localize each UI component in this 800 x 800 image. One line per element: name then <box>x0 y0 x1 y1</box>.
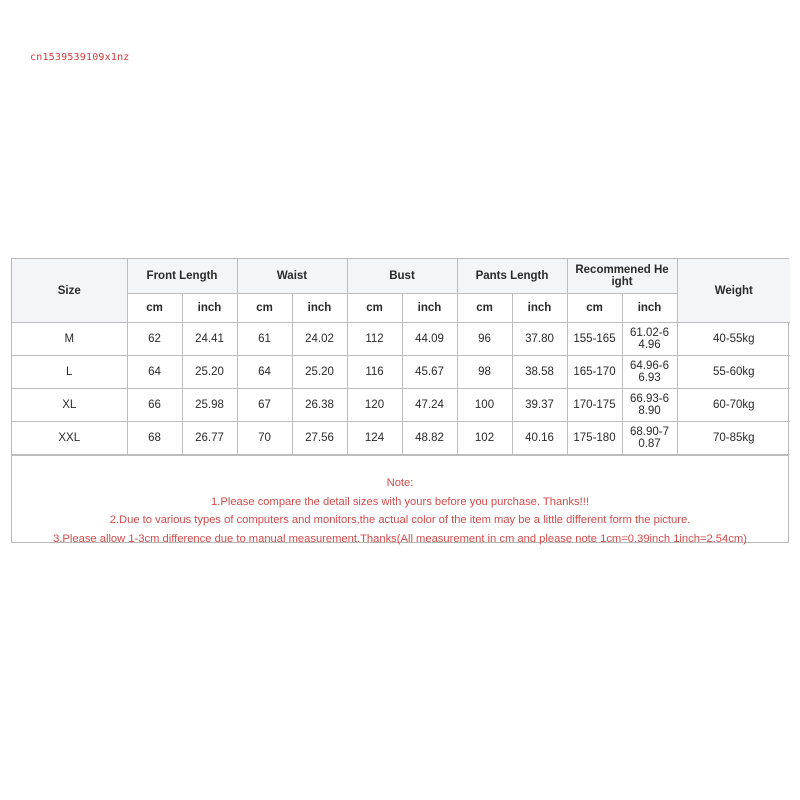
unit-cm: cm <box>567 294 622 323</box>
table-cell: 170-175 <box>567 389 622 422</box>
table-cell: 165-170 <box>567 356 622 389</box>
unit-cm: cm <box>237 294 292 323</box>
table-cell: 38.58 <box>512 356 567 389</box>
table-cell: 98 <box>457 356 512 389</box>
table-cell: 64 <box>237 356 292 389</box>
table-cell: 64.96-6 6.93 <box>622 356 677 389</box>
table-row <box>12 422 790 455</box>
table-cell: 47.24 <box>402 389 457 422</box>
group-header-bust: Bust <box>347 259 457 294</box>
table-cell: 112 <box>347 323 402 356</box>
table-cell: 102 <box>457 422 512 455</box>
table-cell: 24.41 <box>182 323 237 356</box>
unit-inch: inch <box>402 294 457 323</box>
header-row <box>12 259 790 294</box>
weight-cell: 70-85kg <box>677 422 790 455</box>
size-header: Size <box>12 259 127 323</box>
table-cell: 66.93-6 8.90 <box>622 389 677 422</box>
size-table <box>12 259 790 455</box>
table-cell: 25.20 <box>182 356 237 389</box>
table-cell: 62 <box>127 323 182 356</box>
size-cell: L <box>12 356 127 389</box>
table-cell: 175-180 <box>567 422 622 455</box>
table-cell: 25.20 <box>292 356 347 389</box>
group-header-front-length: Front Length <box>127 259 237 294</box>
table-cell: 39.37 <box>512 389 567 422</box>
table-cell: 66 <box>127 389 182 422</box>
weight-header: Weight <box>677 259 790 323</box>
note-line: 3.Please allow 1-3cm difference due to manual measurement.Thanks(All measurement in cm and please note 1cm=0.39inch 1inch=2.54cm) <box>53 532 747 545</box>
note-line: 2.Due to various types of computers and monitors,the actual color of the item may be a little different form the picture. <box>109 514 691 526</box>
size-chart <box>11 258 789 543</box>
table-cell: 120 <box>347 389 402 422</box>
group-header-waist: Waist <box>237 259 347 294</box>
table-cell: 64 <box>127 356 182 389</box>
table-cell: 70 <box>237 422 292 455</box>
table-cell: 61.02-6 4.96 <box>622 323 677 356</box>
table-cell: 45.67 <box>402 356 457 389</box>
table-cell: 48.82 <box>402 422 457 455</box>
notes-section <box>12 455 788 548</box>
unit-inch: inch <box>512 294 567 323</box>
unit-cm: cm <box>347 294 402 323</box>
table-cell: 100 <box>457 389 512 422</box>
weight-cell: 55-60kg <box>677 356 790 389</box>
notes-title: Note: <box>386 477 414 489</box>
table-cell: 61 <box>237 323 292 356</box>
table-row <box>12 323 790 356</box>
table-cell: 24.02 <box>292 323 347 356</box>
table-row <box>12 356 790 389</box>
unit-cm: cm <box>127 294 182 323</box>
group-header-pants-length: Pants Length <box>457 259 567 294</box>
table-row <box>12 389 790 422</box>
table-cell: 116 <box>347 356 402 389</box>
unit-cm: cm <box>457 294 512 323</box>
note-line: 1.Please compare the detail sizes with yours before you purchase. Thanks!!! <box>211 495 589 508</box>
size-cell: M <box>12 323 127 356</box>
table-cell: 26.77 <box>182 422 237 455</box>
unit-row <box>12 294 790 323</box>
table-cell: 40.16 <box>512 422 567 455</box>
table-cell: 124 <box>347 422 402 455</box>
group-header-recommended-height: Recommened He ight <box>567 259 677 294</box>
unit-inch: inch <box>622 294 677 323</box>
table-cell: 96 <box>457 323 512 356</box>
table-cell: 26.38 <box>292 389 347 422</box>
table-cell: 155-165 <box>567 323 622 356</box>
weight-cell: 60-70kg <box>677 389 790 422</box>
unit-inch: inch <box>182 294 237 323</box>
size-cell: XXL <box>12 422 127 455</box>
table-cell: 37.80 <box>512 323 567 356</box>
table-cell: 25.98 <box>182 389 237 422</box>
weight-cell: 40-55kg <box>677 323 790 356</box>
table-cell: 67 <box>237 389 292 422</box>
table-cell: 44.09 <box>402 323 457 356</box>
watermark-text: cn1539539109x1nz <box>30 52 130 63</box>
table-cell: 68.90-7 0.87 <box>622 422 677 455</box>
table-cell: 27.56 <box>292 422 347 455</box>
table-cell: 68 <box>127 422 182 455</box>
unit-inch: inch <box>292 294 347 323</box>
size-cell: XL <box>12 389 127 422</box>
